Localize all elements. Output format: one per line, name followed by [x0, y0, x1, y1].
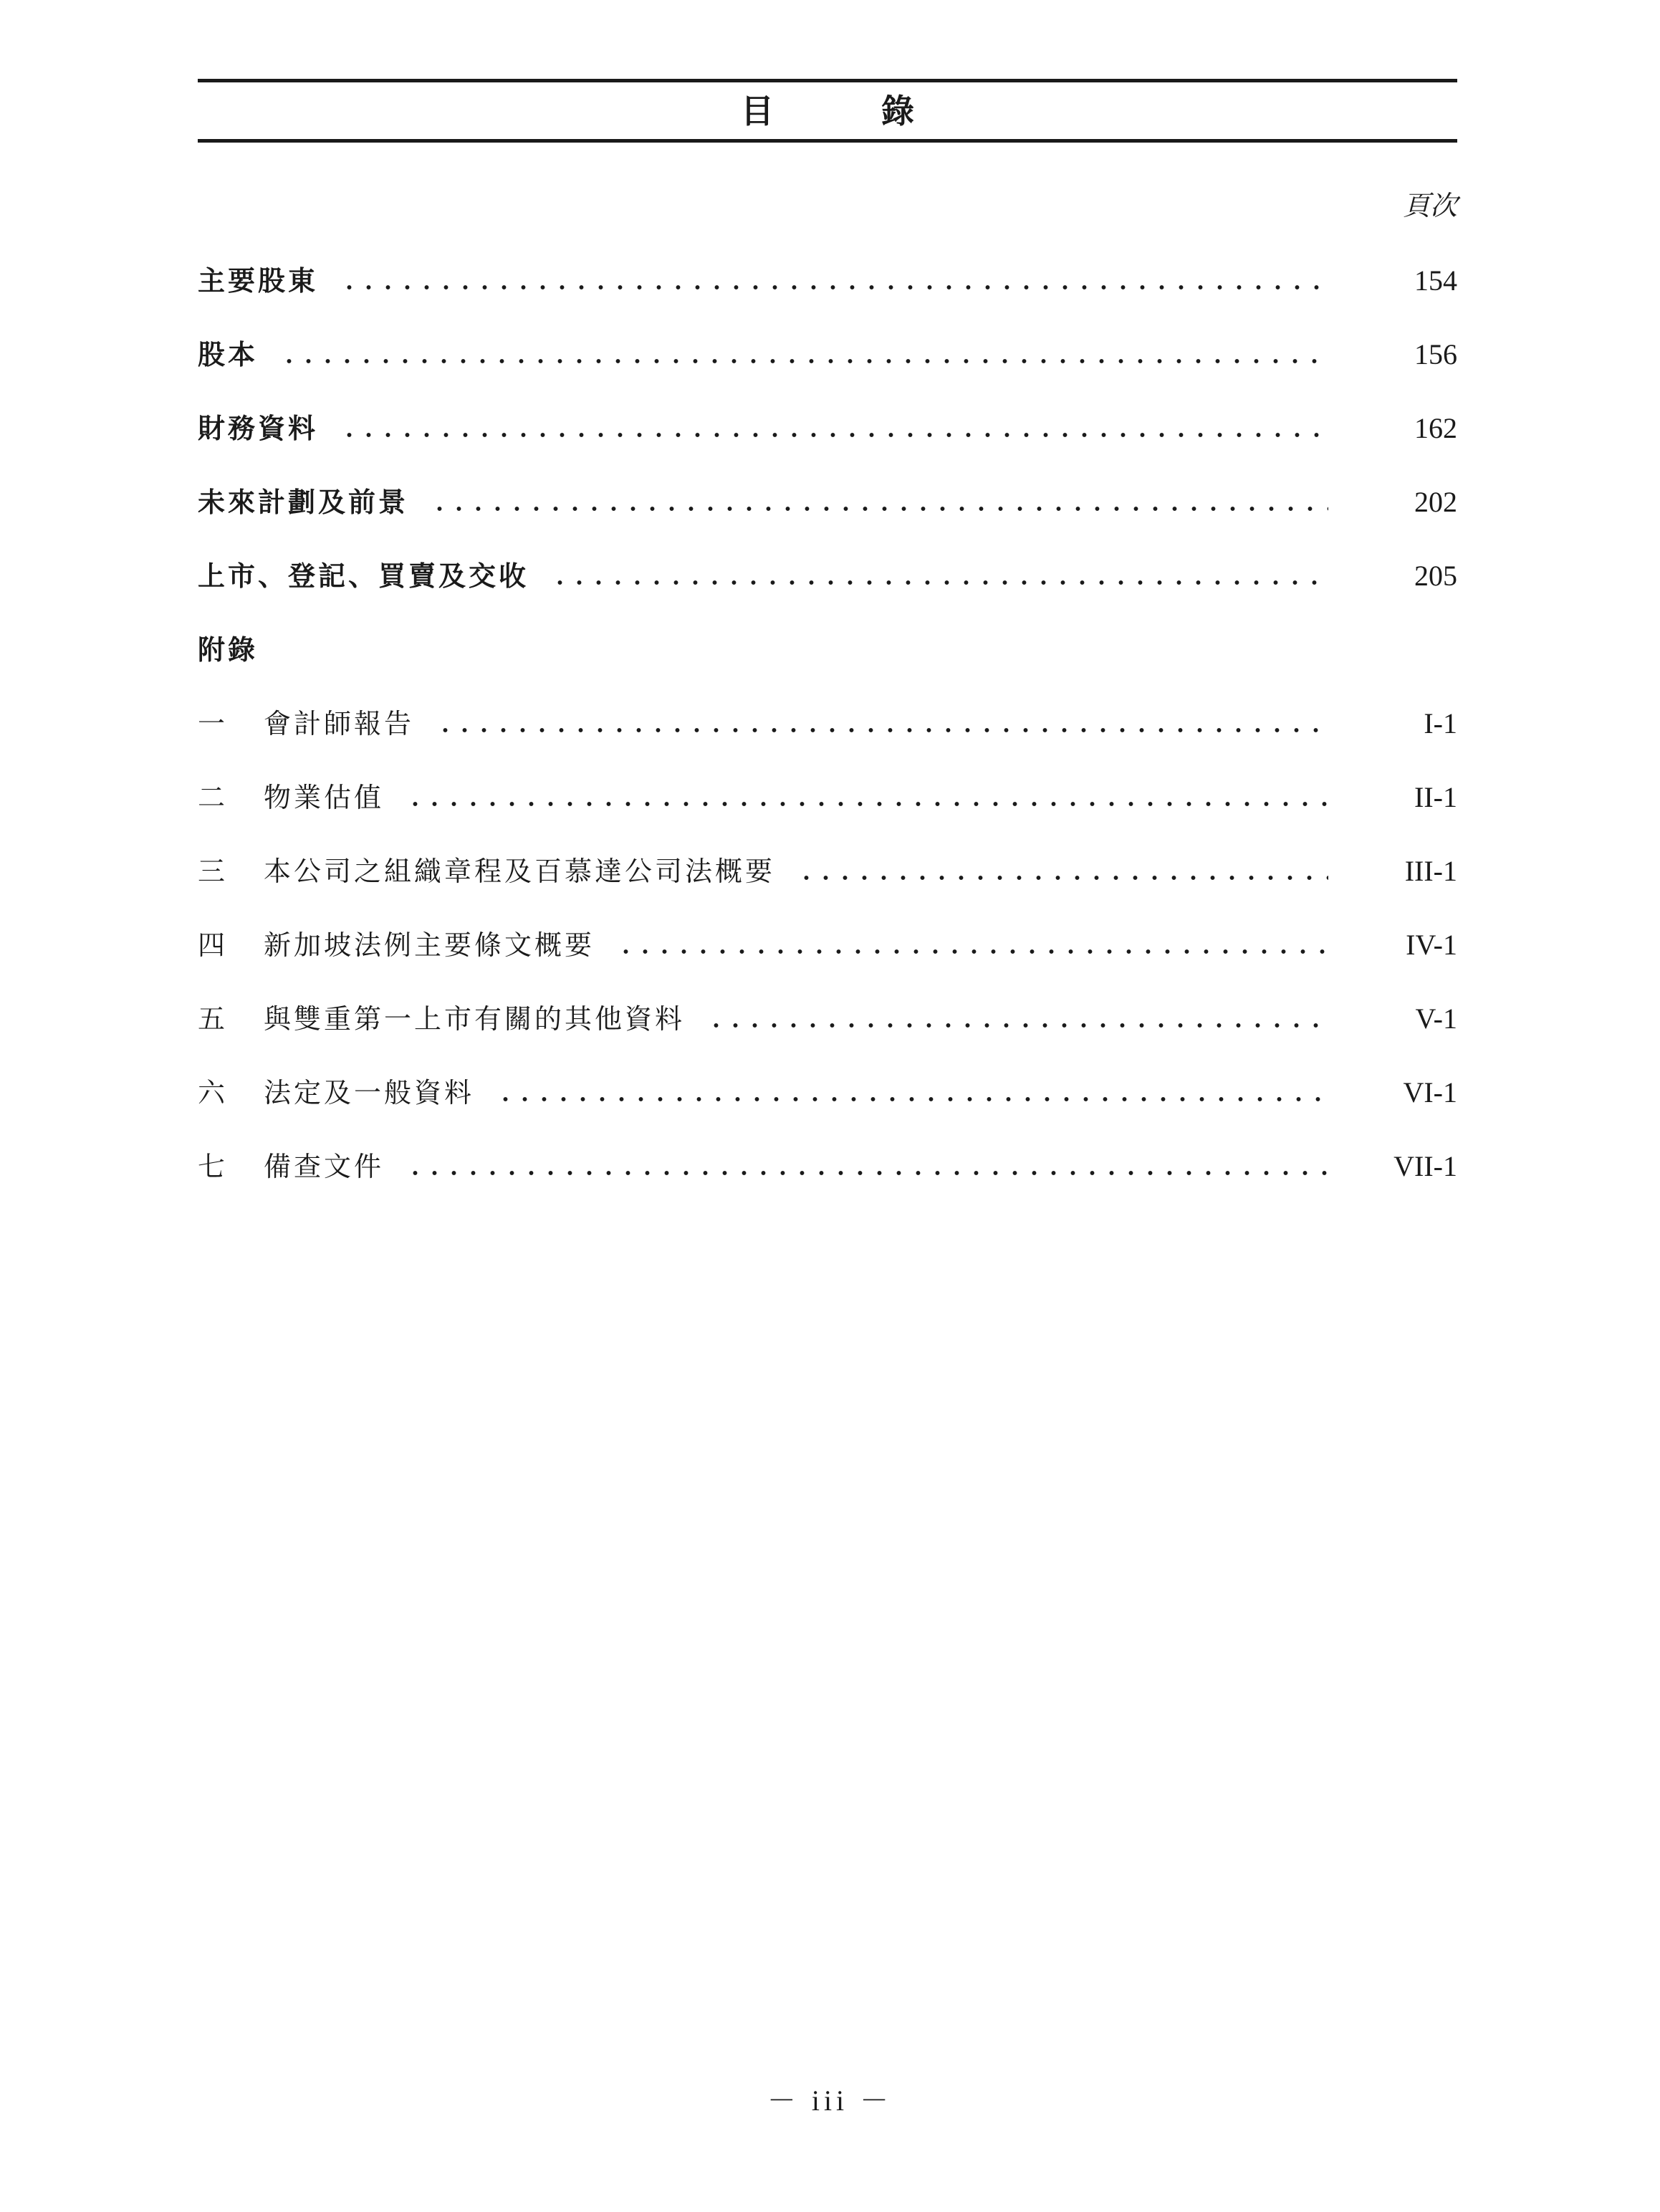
toc-entry-listing-registration[interactable]	[198, 555, 1457, 598]
toc-entry-label: 上市、登記、買賣及交收	[198, 560, 529, 592]
toc-entry-label	[198, 924, 595, 967]
toc-entry-future-plans[interactable]	[198, 481, 1457, 524]
dot-leader	[496, 1071, 1328, 1114]
toc-entry-page: III-1	[1404, 855, 1457, 887]
dot-leader	[797, 850, 1328, 893]
toc-entry-label	[198, 1145, 384, 1188]
toc-entry-label	[198, 997, 685, 1040]
appendix-number: 七	[198, 1151, 229, 1182]
toc-entry-page: 156	[1414, 338, 1457, 370]
toc-appendix-7[interactable]	[198, 1145, 1457, 1188]
toc-entry-page: 202	[1414, 486, 1457, 518]
toc-entry-page: 162	[1414, 412, 1457, 444]
toc-entry-page: I-1	[1424, 707, 1457, 739]
toc-appendix-1[interactable]	[198, 702, 1457, 745]
header-top-rule	[198, 79, 1457, 82]
toc-entry-label: 財務資料	[198, 412, 319, 444]
toc-entry-page: IV-1	[1406, 929, 1457, 961]
appendix-number: 一	[198, 708, 229, 739]
toc-entry-label: 股本	[198, 338, 259, 370]
appendix-heading	[198, 628, 1457, 671]
toc-appendix-4[interactable]	[198, 924, 1457, 967]
toc-entry-major-shareholders[interactable]	[198, 259, 1457, 302]
dot-leader	[340, 259, 1328, 302]
toc-entry-page: 154	[1414, 264, 1457, 297]
toc-entry-page: VI-1	[1403, 1076, 1457, 1109]
toc-entry-label	[198, 1071, 474, 1114]
appendix-number: 四	[198, 929, 229, 961]
appendix-title: 備查文件	[264, 1151, 385, 1182]
appendix-number: 三	[198, 856, 229, 887]
toc-appendix-6[interactable]	[198, 1071, 1457, 1114]
header-bottom-rule	[198, 139, 1457, 143]
dot-leader	[340, 407, 1328, 450]
page-column-label: 頁次	[1402, 190, 1457, 221]
dot-leader	[406, 1145, 1328, 1188]
page-footer-number: － iii －	[767, 2084, 893, 2117]
toc-appendix-2[interactable]	[198, 776, 1457, 819]
appendix-title: 物業估值	[264, 782, 385, 813]
toc-appendix-5[interactable]	[198, 997, 1457, 1040]
appendix-title: 新加坡法例主要條文概要	[264, 929, 595, 961]
dot-leader	[550, 555, 1328, 598]
toc-entry-label	[198, 776, 384, 819]
toc-entry-label: 未來計劃及前景	[198, 486, 409, 518]
appendix-number: 二	[198, 782, 229, 813]
appendix-number: 五	[198, 1003, 229, 1035]
toc-entry-financial-information[interactable]	[198, 407, 1457, 450]
toc-entry-label	[198, 850, 775, 893]
appendix-number: 六	[198, 1077, 229, 1109]
dot-leader	[430, 481, 1328, 524]
toc-entry-share-capital[interactable]	[198, 333, 1457, 376]
appendix-title: 法定及一般資料	[264, 1077, 475, 1109]
toc-entry-label: 主要股東	[198, 264, 319, 297]
appendix-title: 與雙重第一上市有關的其他資料	[264, 1003, 686, 1035]
dot-leader	[279, 333, 1328, 376]
appendix-heading-label: 附錄	[198, 633, 259, 666]
dot-leader	[616, 924, 1328, 967]
page-title: 目 錄	[741, 92, 951, 130]
toc-entry-page: VII-1	[1393, 1150, 1457, 1182]
toc-entry-page: II-1	[1414, 781, 1457, 813]
toc-entry-page: 205	[1414, 560, 1457, 592]
dot-leader	[406, 776, 1328, 819]
toc-appendix-3[interactable]	[198, 850, 1457, 893]
appendix-title: 會計師報告	[264, 708, 415, 739]
appendix-title: 本公司之組織章程及百慕達公司法概要	[264, 856, 776, 887]
toc-entry-page: V-1	[1415, 1002, 1457, 1035]
toc-entry-label	[198, 702, 414, 745]
dot-leader	[706, 997, 1328, 1040]
dot-leader	[436, 702, 1328, 745]
